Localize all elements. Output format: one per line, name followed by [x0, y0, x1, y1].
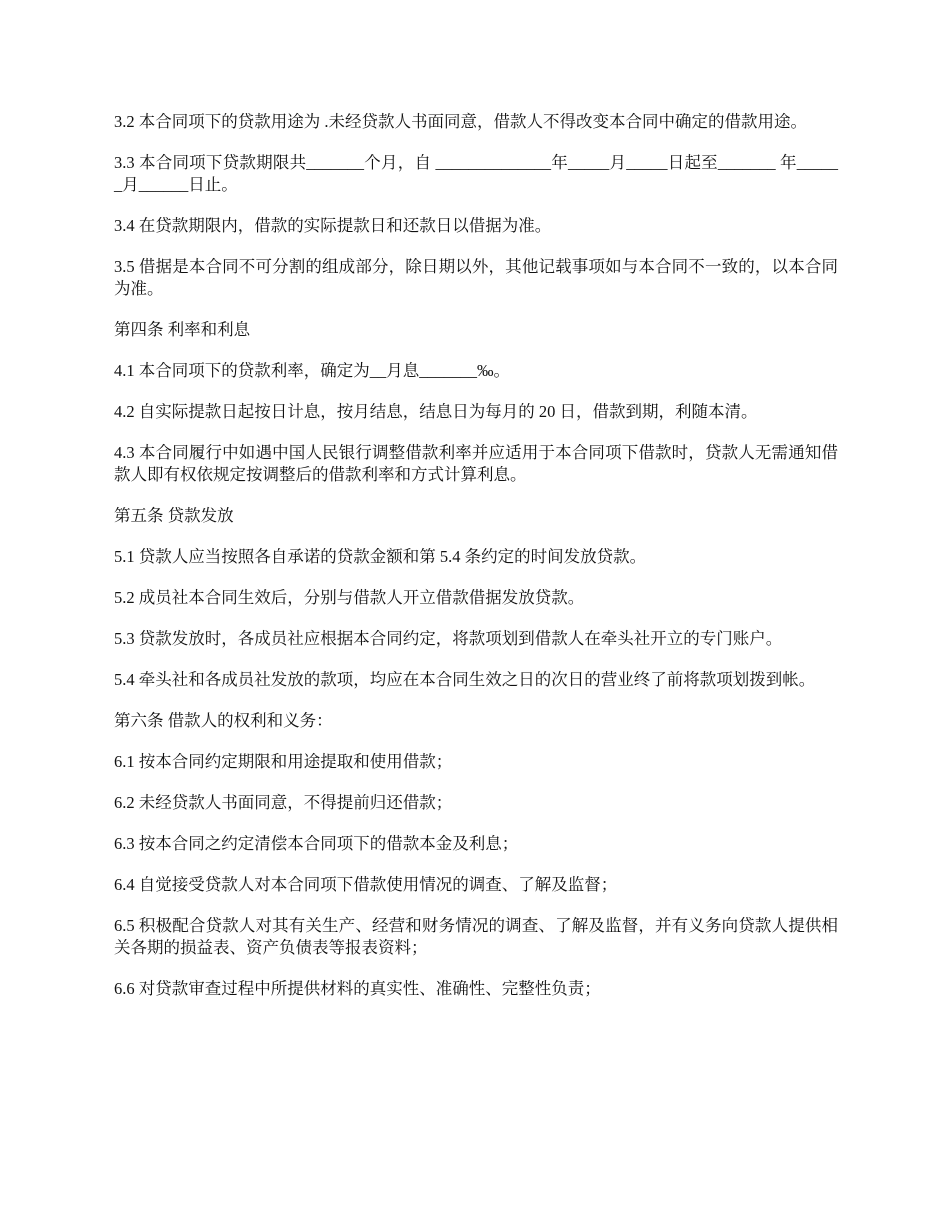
clause-4-1: 4.1 本合同项下的贷款利率，确定为__月息_______‰。	[114, 361, 510, 380]
document-body	[114, 111, 838, 1019]
clause-4-3: 4.3 本合同履行中如遇中国人民银行调整借款利率并应适用于本合同项下借款时，贷款人无需通知借款人即有权依规定按调整后的借款利率和方式计算利息。	[114, 443, 838, 484]
clause-3-2: 3.2 本合同项下的贷款用途为 .未经贷款人书面同意，借款人不得改变本合同中确定的借款用途。	[114, 112, 807, 131]
clause-5-4: 5.4 牵头社和各成员社发放的款项，均应在本合同生效之日的次日的营业终了前将款项划拨到帐。	[114, 670, 816, 689]
clause-3-4: 3.4 在贷款期限内，借款的实际提款日和还款日以借据为准。	[114, 216, 552, 235]
clause-6-1: 6.1 按本合同约定期限和用途提取和使用借款；	[114, 752, 453, 771]
clause-5-3: 5.3 贷款发放时，各成员社应根据本合同约定，将款项划到借款人在牵头社开立的专门账户。	[114, 629, 783, 648]
article-5-heading: 第五条 贷款发放	[114, 506, 234, 525]
clause-6-5: 6.5 积极配合贷款人对其有关生产、经营和财务情况的调查、了解及监督，并有义务向贷款人提供相关各期的损益表、资产负债表等报表资料；	[114, 916, 838, 957]
clause-4-2: 4.2 自实际提款日起按日计息，按月结息，结息日为每月的 20 日，借款到期，利随本清。	[114, 402, 758, 421]
clause-6-6: 6.6 对贷款审查过程中所提供材料的真实性、准确性、完整性负责；	[114, 979, 601, 998]
clause-6-4: 6.4 自觉接受贷款人对本合同项下借款使用情况的调查、了解及监督；	[114, 875, 618, 894]
clause-5-2: 5.2 成员社本合同生效后，分别与借款人开立借款借据发放贷款。	[114, 588, 585, 607]
clause-6-3: 6.3 按本合同之约定清偿本合同项下的借款本金及利息；	[114, 834, 519, 853]
article-6-heading: 第六条 借款人的权利和义务：	[114, 711, 333, 730]
clause-3-3: 3.3 本合同项下贷款期限共_______个月，自 ______________年_____月_____日起至_______ 年______月______日止。	[114, 153, 838, 194]
clause-6-2: 6.2 未经贷款人书面同意，不得提前归还借款；	[114, 793, 453, 812]
clause-3-5: 3.5 借据是本合同不可分割的组成部分，除日期以外，其他记载事项如与本合同不一致的，以本合同为准。	[114, 257, 838, 298]
clause-5-1: 5.1 贷款人应当按照各自承诺的贷款金额和第 5.4 条约定的时间发放贷款。	[114, 547, 647, 566]
article-4-heading: 第四条 利率和利息	[114, 320, 251, 339]
